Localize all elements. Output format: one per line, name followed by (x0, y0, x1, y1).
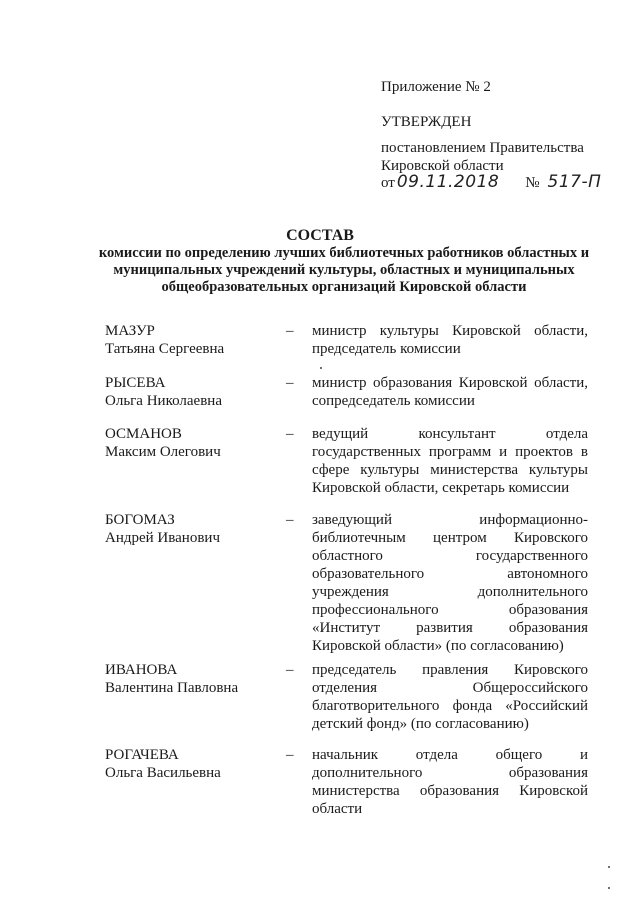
member-dash: – (286, 323, 294, 339)
member-surname: МАЗУР (105, 323, 155, 339)
member-position: председатель правления Кировского отделения Общероссийского благотворительного фонда «Российский детский фонд» (по согласованию) (312, 662, 588, 732)
member-position: заведующий информационно-библиотечным центром Кировского областного государственного образовательного автономного учреждения дополнительного профессионального образования «Институт развития образования Кировской области» (по согласованию) (312, 512, 588, 654)
member-dash: – (286, 375, 294, 391)
member-given-names: Андрей Иванович (105, 530, 220, 546)
member-given-names: Валентина Павловна (105, 680, 239, 696)
decree-line-1: постановлением Правительства (381, 140, 584, 156)
member-given-names: Татьяна Сергеевна (105, 341, 225, 357)
member-surname: БОГОМАЗ (105, 512, 175, 528)
scan-speck (320, 367, 322, 369)
member-surname: ОСМАНОВ (105, 426, 182, 442)
member-surname: РОГАЧЕВА (105, 747, 179, 763)
member-dash: – (286, 512, 294, 528)
member-given-names: Ольга Васильевна (105, 765, 221, 781)
member-position: ведущий консультант отдела государственных программ и проектов в сфере культуры министерства культуры Кировской области, секретарь комиссии (312, 426, 588, 496)
member-surname: РЫСЕВА (105, 375, 166, 391)
member-dash: – (286, 662, 294, 678)
member-position: министр образования Кировской области, сопредседатель комиссии (312, 375, 588, 409)
member-surname: ИВАНОВА (105, 662, 178, 678)
member-dash: – (286, 426, 294, 442)
member-given-names: Максим Олегович (105, 444, 221, 460)
decree-date-handwritten: 09.11.2018 (396, 172, 500, 192)
decree-line-2: Кировской области (381, 158, 504, 174)
decree-number-handwritten: 517-П (547, 172, 602, 192)
decree-number-prefix: № (525, 175, 540, 191)
scan-speck (608, 887, 610, 889)
document-title: СОСТАВ (286, 227, 354, 244)
document-subtitle: комиссии по определению лучших библиотечных работников областных и муниципальных учреждений культуры, областных и муниципальных общеобразовательных организаций Кировской области (98, 245, 590, 295)
member-dash: – (286, 747, 294, 763)
approved-label: УТВЕРЖДЕН (381, 114, 472, 130)
scan-speck (608, 866, 610, 868)
decree-date-line (381, 173, 621, 192)
member-position: начальник отдела общего и дополнительного образования министерства образования Кировской области (312, 747, 588, 817)
member-position: министр культуры Кировской области, председатель комиссии (312, 323, 588, 357)
decree-date-prefix: от (381, 175, 395, 191)
member-given-names: Ольга Николаевна (105, 393, 222, 409)
appendix-label: Приложение № 2 (381, 79, 491, 95)
